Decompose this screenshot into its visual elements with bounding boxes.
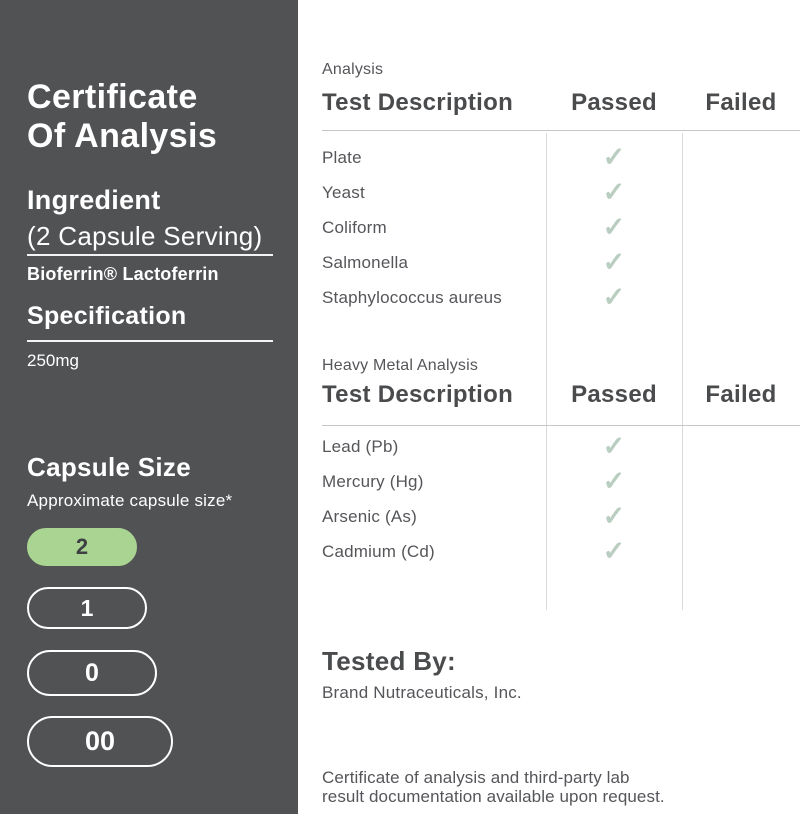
test-name: Lead (Pb) (322, 436, 399, 456)
page-title (27, 78, 217, 156)
table-row (322, 464, 800, 499)
capsule-size-pill-00 (27, 716, 173, 767)
analysis-panel (298, 0, 800, 818)
passed-check-icon: ✓ (602, 466, 626, 496)
table-row (322, 140, 800, 175)
analysis-table-header (322, 89, 800, 117)
table-row (322, 280, 800, 315)
capsule-size-heading: Capsule Size (27, 452, 191, 482)
heavy-metal-table-header (322, 381, 800, 409)
test-name: Staphylococcus aureus (322, 287, 502, 307)
capsule-size-pill-0 (27, 650, 157, 696)
specification-value: 250mg (27, 351, 79, 370)
capsule-size-pill-00-label: 00 (84, 726, 116, 756)
table-row (322, 245, 800, 280)
header-test-description: Test Description (322, 381, 514, 408)
test-name: Plate (322, 147, 362, 167)
capsule-size-pill-2 (27, 528, 137, 566)
test-name: Cadmium (Cd) (322, 541, 435, 561)
page-title-line2: Of Analysis (27, 117, 218, 155)
analysis-table-label: Analysis (322, 61, 384, 78)
heavy-metal-header-rule (322, 425, 800, 426)
capsule-size-pill-0-label: 0 (85, 658, 99, 687)
ingredient-divider (27, 254, 273, 256)
passed-check-icon: ✓ (602, 247, 626, 277)
footnote-line1: Certificate of analysis and third-party lab (322, 768, 630, 787)
specification-divider (27, 340, 273, 342)
test-name: Arsenic (As) (322, 506, 417, 526)
header-failed: Failed (705, 381, 777, 408)
header-passed: Passed (571, 89, 657, 116)
header-passed: Passed (571, 381, 657, 408)
test-name: Salmonella (322, 252, 409, 272)
passed-check-icon: ✓ (602, 501, 626, 531)
capsule-size-pill-1 (27, 587, 147, 629)
table-row (322, 534, 800, 569)
passed-check-icon: ✓ (602, 282, 626, 312)
passed-check-icon: ✓ (602, 212, 626, 242)
specification-heading: Specification (27, 302, 187, 330)
footnote-line2: result documentation available upon request. (322, 787, 665, 806)
table-row (322, 175, 800, 210)
passed-check-icon: ✓ (602, 431, 626, 461)
test-name: Yeast (322, 182, 365, 202)
passed-check-icon: ✓ (602, 142, 626, 172)
ingredient-heading: Ingredient (27, 185, 161, 215)
capsule-size-subheading: Approximate capsule size* (27, 491, 233, 510)
passed-check-icon: ✓ (602, 177, 626, 207)
test-name: Mercury (Hg) (322, 471, 424, 491)
ingredient-serving: (2 Capsule Serving) (27, 221, 263, 251)
table-row (322, 499, 800, 534)
test-name: Coliform (322, 217, 387, 237)
header-failed: Failed (705, 89, 777, 116)
tested-by-heading: Tested By: (322, 646, 456, 676)
table-row (322, 429, 800, 464)
page-title-line1: Certificate (27, 78, 198, 116)
capsule-size-pill-1-label: 1 (80, 594, 94, 621)
passed-check-icon: ✓ (602, 536, 626, 566)
tested-by-company: Brand Nutraceuticals, Inc. (322, 683, 522, 702)
ingredient-value: Bioferrin® Lactoferrin (27, 264, 219, 284)
header-test-description: Test Description (322, 89, 514, 116)
table-row (322, 210, 800, 245)
analysis-header-rule (322, 130, 800, 131)
sidebar-panel (0, 0, 298, 814)
heavy-metal-table-label: Heavy Metal Analysis (322, 357, 479, 374)
footnote (322, 768, 665, 806)
capsule-size-pill-2-label: 2 (75, 534, 89, 559)
